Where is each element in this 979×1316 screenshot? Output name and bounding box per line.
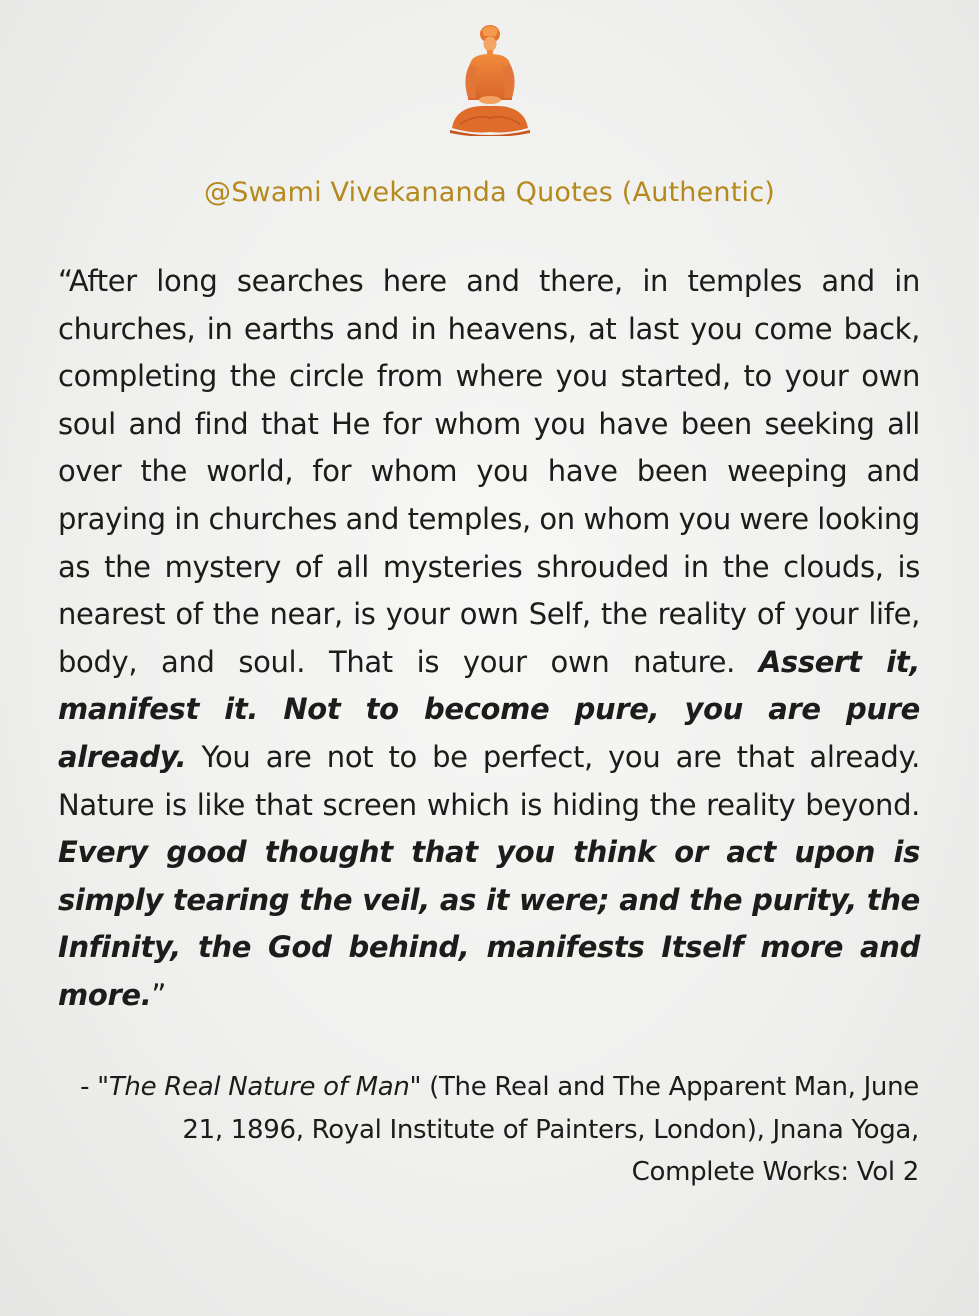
- citation: [60, 1066, 919, 1194]
- quote-text: [58, 258, 920, 1020]
- citation-details: (The Real and The Apparent Man, June 21, 1896, Royal Institute of Painters, London), Jnana Yoga, Complete Works: Vol 2: [182, 1072, 919, 1187]
- quote-emphasis: Assert it, manifest it. Not to become pure, you are pure already.: [58, 644, 920, 774]
- citation-title: "The Real Nature of Man": [97, 1072, 422, 1102]
- swami-vivekananda-icon: [446, 20, 532, 136]
- quote-segment: “After long searches here and there, in temples and in churches, in earths and in heavens, at last you come back, completing the circle from where you started, to your own soul and find that He for whom you have been seeking all over the world, for whom you have been weeping and praying in churches and temples, on whom you were looking as the mystery of all mysteries shrouded in the clouds, is nearest of the near, is your own Self, the reality of your life, body, and soul. That is your own nature.: [58, 264, 920, 679]
- channel-handle: @Swami Vivekananda Quotes (Authentic): [204, 177, 775, 208]
- quote-segment: You are not to be perfect, you are that already. Nature is like that screen which is hiding the reality beyond.: [58, 739, 920, 822]
- quote-close-mark: ”: [151, 977, 167, 1012]
- quote-emphasis: Every good thought that you think or act upon is simply tearing the veil, as it were; and the purity, the Infinity, the God behind, manifests Itself more and more.: [58, 835, 920, 1012]
- citation-prefix: -: [80, 1072, 98, 1102]
